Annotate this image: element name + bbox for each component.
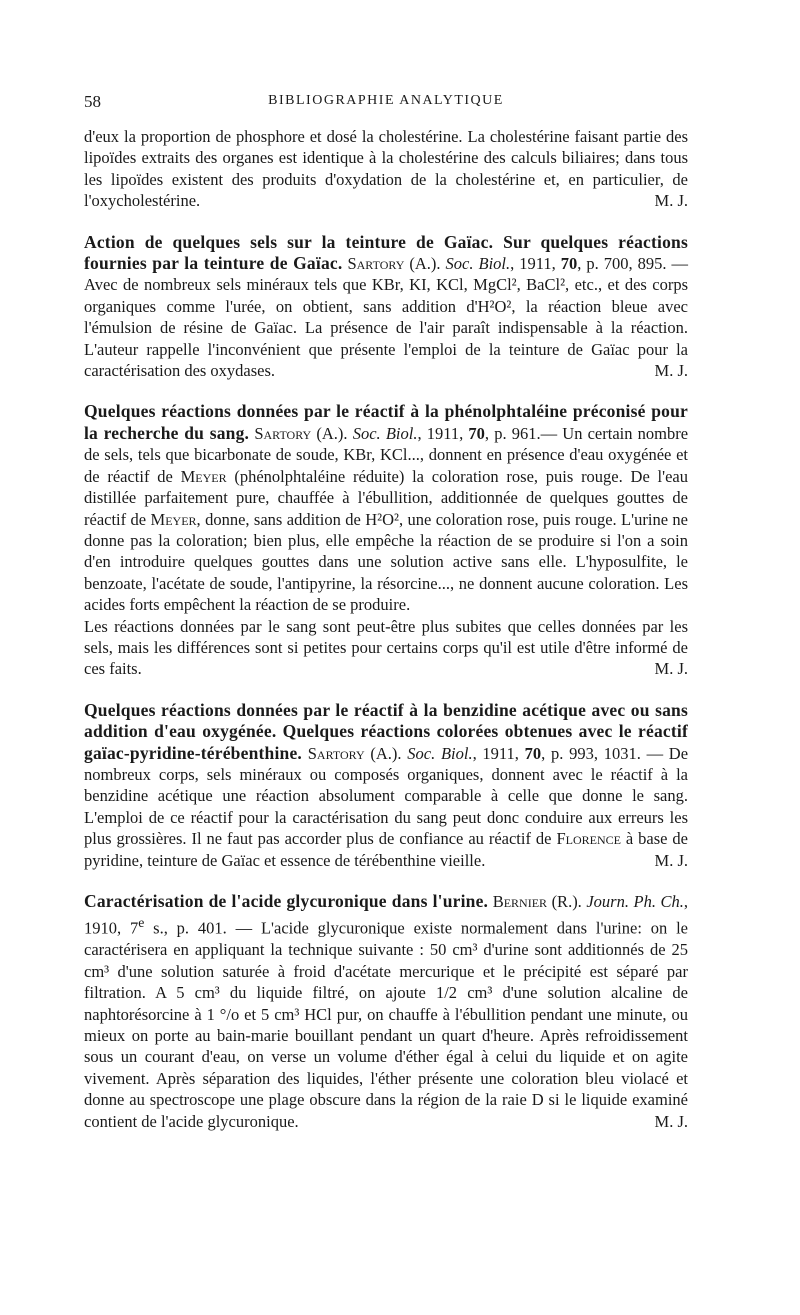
entry-body: , donne, sans addition de H²O², une coloration rose, puis rouge. L'urine ne donne pas la coloration; bien plus, elle empêche la réaction de se produire si l'on a soin d'en introduire quelques gouttes dans une solution active sans elle. L'hyposulfite, le benzoate, l'acétate de soude, l'antipyrine, la résorcine..., ne donnent aucune coloration. Les acides forts empêchent la réaction de se produire.: [84, 509, 688, 615]
entry-body: (phénolphtaléine réduite) la coloration rose, puis rouge. De l'eau distillée parfaitement pure, chauffée à l'ébullition, additionnée de quelques gouttes de réactif de: [84, 466, 688, 529]
author-name: Sartory: [254, 423, 312, 443]
intro-text: d'eux la proportion de phosphore et dosé la cholestérine. La cholestérine faisant partie des lipoïdes extraits des organes est identique à la cholestérine des calculs biliaires; dans tous les lipoïdes existent des produits d'oxydation de la cholestérine et, en particulier, de l'oxycholestérine.: [84, 127, 688, 211]
journal-name: Journ. Ph. Ch.: [586, 892, 684, 911]
signature: M. J.: [654, 659, 688, 679]
journal-name: Soc. Biol.: [352, 423, 418, 443]
cited-name: Florence: [556, 829, 621, 849]
author-initial: (A.).: [311, 423, 353, 443]
entry-body: — De nombreux corps, sels minéraux ou composés organiques, donnent avec le réactif à la benzidine acétique une réaction absolument comparable à celle que donne le sang. L'emploi de ce réactif pour la caractérisation du sang peut donc conduire aux erreurs les plus grossières. Il ne faut pas accorder plus de confiance au réactif de: [84, 743, 689, 849]
running-title: BIBLIOGRAPHIE ANALYTIQUE: [268, 93, 504, 108]
abstract-entry-benzidine: [84, 700, 688, 871]
reference-pages: , p. 700, 895.: [577, 254, 667, 274]
volume-number: 70: [524, 743, 542, 763]
running-head: [84, 92, 688, 116]
reference-year: , 1911,: [510, 254, 561, 274]
abstract-entry-gaiac: [84, 232, 688, 382]
entry-body: — Avec de nombreux sels minéraux tels que KBr, KI, KCl, MgCl², BaCl², etc., et des corps organiques comme l'urée, on obtient, sans addition d'H²O², la réaction bleue avec l'émulsion de résine de Gaïac. La présence de l'air paraît indispensable à la réaction. L'auteur rappelle l'inconvénient que présente l'emploi de la teinture de Gaïac pour la caractérisation des oxydases.: [84, 254, 689, 381]
author-name: Bernier: [492, 892, 548, 911]
signature: M. J.: [654, 361, 688, 381]
reference-year: , 1911,: [472, 743, 525, 763]
signature: M. J.: [654, 850, 688, 870]
entry-title: Quelques réactions données par le réactif à la benzidine acétique avec ou sans addition d'eau oxygénée. Quelques réactions colorées obtenues avec le réactif gaïac-pyridine-térébenthine.: [84, 699, 688, 763]
intro-paragraph: [84, 126, 688, 212]
entry-body: — Un certain nombre de sels, tels que bicarbonate de soude, KBr, KCl..., donnent en présence d'eau oxygénée et de réactif de: [84, 423, 689, 486]
author-name: Sartory: [347, 254, 405, 274]
entry-title: Quelques réactions données par le réactif à la phénolphtaléine préconisé pour la recherche du sang.: [84, 401, 688, 443]
volume-number: 70: [560, 254, 578, 274]
entry-body: — L'acide glycuronique existe normalement dans l'urine: on le caractérisera en appliquant la technique suivante : 50 cm³ d'urine sont additionnés de 25 cm³ d'une solution saturée à froid d'acétate mercurique et le précipité est séparé par filtration. A 5 cm³ du liquide filtré, on ajoute 1/2 cm³ d'une solution alcaline de naphtorésorcine à 1 °/o et 5 cm³ HCl pur, on chauffe à l'ébullition pendant une minute, ou mieux on porte au bain-marie bouillant pendant un quart d'heure. Après refroidissement sous un courant d'eau, on verse un volume d'éther égal à celui du liquide et on agite vivement. Après séparation des liquides, l'éther présente une coloration bleu violacé et donne au spectroscope une plage obscure dans la région de la raie D si le liquide examiné contient de l'acide glycuronique.: [84, 918, 689, 1131]
author-initial: (A.).: [404, 254, 446, 274]
abstract-entry-phenolphtaleine: [84, 401, 688, 679]
volume-number: 70: [468, 423, 485, 443]
reference-pages: s., p. 401.: [144, 918, 227, 938]
entry-paragraph-2: Les réactions données par le sang sont peut-être plus subites que celles données par les sels, mais les différences sont si petites pour certains corps qu'il est utile d'être informé de ces faits.: [84, 616, 688, 679]
reference-pages: , p. 993, 1031.: [541, 743, 641, 763]
author-initial: (R.).: [547, 892, 587, 911]
page-content: [84, 92, 688, 1132]
author-initial: (A.).: [364, 743, 408, 763]
signature: M. J.: [654, 191, 688, 211]
cited-name: Meyer: [180, 466, 227, 486]
series-superscript: e: [138, 915, 145, 931]
author-name: Sartory: [307, 743, 365, 763]
signature: M. J.: [654, 1111, 688, 1131]
reference-year: , 1911,: [417, 423, 469, 443]
journal-name: Soc. Biol.: [407, 743, 473, 763]
entry-body: à base de pyridine, teinture de Gaïac et essence de térébenthine vieille.: [84, 829, 688, 870]
reference-year: , 1910, 7: [84, 892, 689, 938]
cited-name: Meyer: [150, 509, 197, 529]
page-number: 58: [84, 92, 101, 111]
abstract-entry-glycuronique: [84, 891, 688, 1132]
entry-title: Action de quelques sels sur la teinture de Gaïac. Sur quelques réactions fournies par la teinture de Gaïac.: [84, 231, 688, 274]
journal-name: Soc. Biol.: [445, 254, 511, 274]
reference-pages: , p. 961.: [484, 423, 541, 443]
entry-title: Caractérisation de l'acide glycuronique dans l'urine.: [84, 891, 489, 911]
